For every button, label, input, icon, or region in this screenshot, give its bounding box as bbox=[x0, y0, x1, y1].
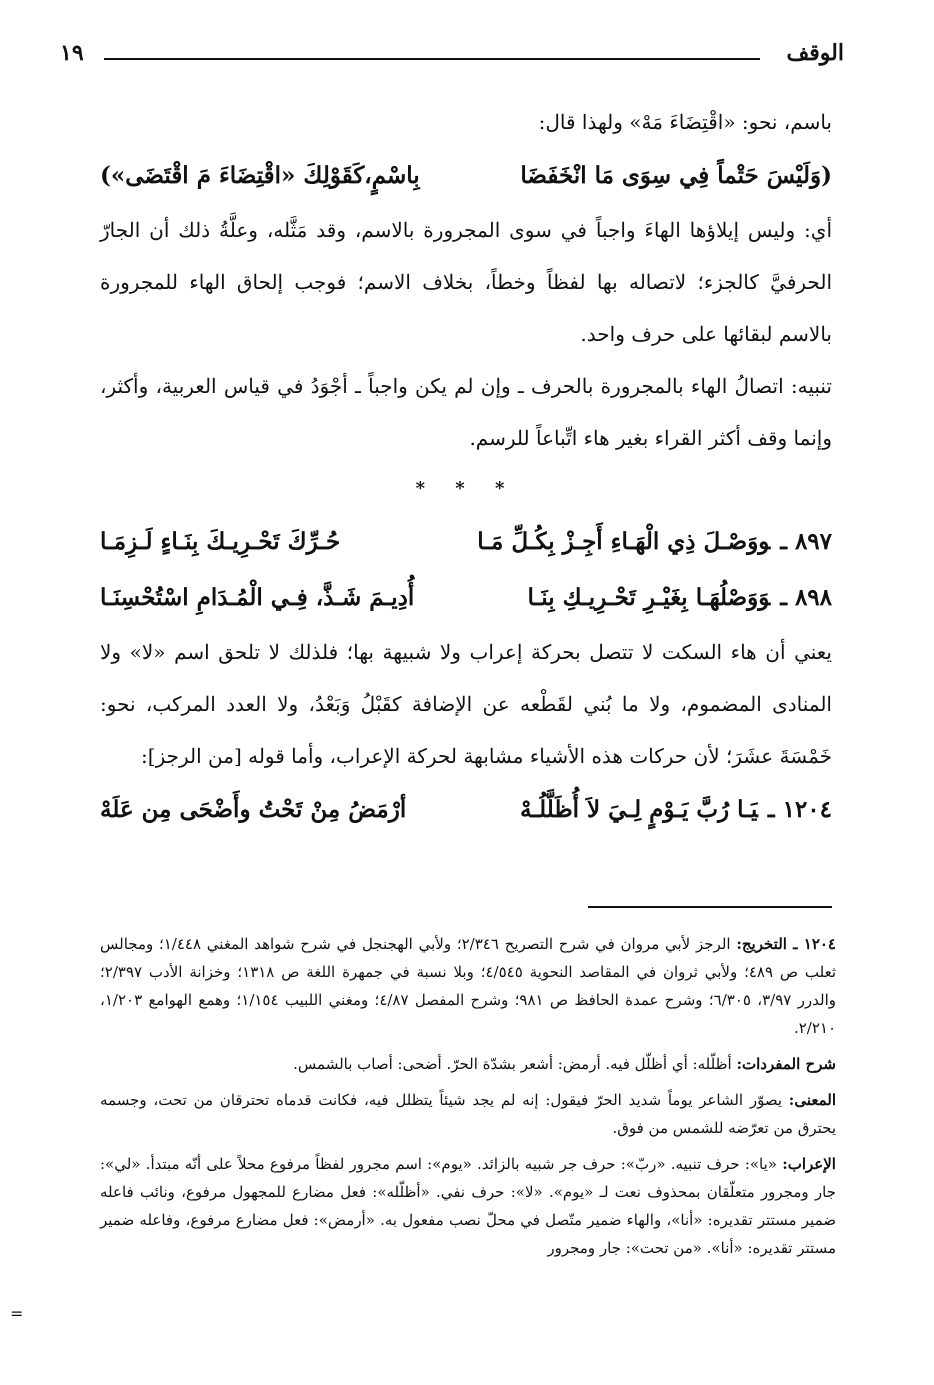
verse-quoted bbox=[100, 148, 832, 204]
verse-898 bbox=[100, 570, 832, 626]
footnote-text: يصوّر الشاعر يوماً شديد الحرّ فيقول: إنه لم يجد شيئاً يتظلل فيه، فكانت قدماه تحترقان من تحت، وجسمه يحترق من تعرّضه للشمس من فوق. bbox=[100, 1091, 836, 1137]
footnote-takhrij bbox=[100, 930, 836, 1042]
footnote-text: أظلّله: أي أظلّل فيه. أرمض: أشعر بشدّة الحرّ. أضحى: أصاب بالشمس. bbox=[293, 1055, 732, 1073]
footnote-label: شرح المفردات: bbox=[736, 1055, 836, 1073]
verse-1204 bbox=[100, 782, 832, 838]
header-rule bbox=[104, 58, 760, 60]
verse-second-hemistich: حُـرِّكَ تَحْـرِيـكَ بِنَـاءٍ لَـزِمَـا bbox=[100, 528, 341, 555]
footnote-label: ١٢٠٤ ـ التخريج: bbox=[736, 935, 836, 953]
paragraph-intro: باسم، نحو: «اقْتِضَاءَ مَهْ» ولهذا قال: bbox=[538, 110, 832, 134]
footnote-text: «يا»: حرف تنبيه. «ربّ»: حرف جر شبيه بالزائد. «يوم»: اسم مجرور لفظاً مرفوع محلاً على أنّه مبتدأ. «لي»: جار ومجرور متعلّقان بمحذوف نعت لـ «يوم». «لا»: حرف نفي. «أظلّله»: فعل مضارع للمجهول مرفوع، ونائب فاعله ضمير مستتر تقديره: «أنا»، والهاء ضمير متّصل في محلّ نصب مفعول به. «أرمض»: فعل مضارع مرفوع، وفاعله ضمير مستتر تقديره: «أنا». «من تحت»: جار ومجرور bbox=[100, 1155, 836, 1257]
footnote-mufradat bbox=[100, 1050, 836, 1078]
footnote-label: الإعراب: bbox=[782, 1155, 836, 1173]
verse-second-hemistich: أُدِيـمَ شَـذَّ، فِـي الْمُـدَامِ اسْتُحْسِنَـا bbox=[100, 584, 415, 611]
verse-number: ٨٩٧ ـ bbox=[780, 528, 832, 555]
paragraph-note: تنبيه: اتصالُ الهاء بالمجرورة بالحرف ـ وإن لم يكن واجباً ـ أجْوَدُ في قياس العربية، وأكثر، وإنما وقف أكثر القراء بغير هاء اتِّباعاً للرسم. bbox=[100, 374, 832, 450]
continuation-mark: = bbox=[10, 1304, 24, 1323]
section-divider: * * * bbox=[415, 478, 517, 499]
verse-first-hemistich: (وَلَيْسَ حَتْماً فِي سِوَى مَا انْخَفَضَا bbox=[520, 162, 832, 189]
page-header bbox=[60, 40, 844, 80]
verse-first-hemistich: ووَصْـلَ ذِي الْهَـاءِ أَجِـزْ بِكُـلِّ مَـا bbox=[477, 528, 771, 555]
page-number: ١٩ bbox=[60, 40, 84, 66]
verse-number: ١٢٠٤ ـ bbox=[767, 796, 832, 823]
paragraph-explanation: أي: وليس إيلاؤها الهاءَ واجباً في سوى المجرورة بالاسم، وقد مَثَّله، وعلَّةُ ذلك أن الجارّ الحرفيَّ كالجزء؛ لاتصاله بها لفظاً وخطاً، بخلاف الاسم؛ فوجب إلحاق الهاء للمجرورة بالاسم لبقائها على حرف واحد. bbox=[100, 218, 832, 346]
running-title: الوقف bbox=[786, 40, 844, 66]
verse-first-hemistich: وَوَصْلُهَـا بِغَيْـرِ تَحْـرِيـكِ بِنَـا bbox=[527, 584, 771, 611]
footnote-irab bbox=[100, 1150, 836, 1262]
footnote-separator bbox=[588, 906, 832, 908]
verse-first-hemistich: يَـا رُبَّ يَـوْمٍ لِـيَ لاَ أُظَلَّلُـهْ bbox=[520, 796, 758, 823]
footnote-text: الرجز لأبي مروان في شرح التصريح ٢/٣٤٦؛ ولأبي الهجنجل في شرح شواهد المغني ١/٤٤٨؛ ومجالس ثعلب ص ٤٨٩؛ ولأبي ثروان في المقاصد النحوية ٤/٥٤٥؛ وبلا نسبة في جمهرة اللغة ص ١٣١٨؛ وخزانة الأدب ٢/٣٩٧؛ والدرر ٣/٩٧، ٦/٣٠٥؛ وشرح عمدة الحافظ ص ٩٨١؛ وشرح المفصل ٤/٨٧؛ ومغني اللبيب ١/١٥٤؛ وهمع الهوامع ١/٢٠٣، ٢/٢١٠. bbox=[100, 935, 837, 1037]
paragraph-commentary: يعني أن هاء السكت لا تتصل بحركة إعراب ولا شبيهة بها؛ فلذلك لا تلحق اسم «لا» ولا المنادى المضموم، ولا ما بُني لقَطْعه عن الإضافة كقَبْلُ وَبَعْدُ، ولا العدد المركب، نحو: خَمْسَةَ عشَرَ؛ لأن حركات هذه الأشياء مشابهة لحركة الإعراب، وأما قوله [من الرجز]: bbox=[100, 640, 832, 768]
verse-second-hemistich: أرْمَضُ مِنْ تَحْتُ وأَضْحَى مِن عَلَهْ bbox=[100, 796, 407, 823]
verse-number: ٨٩٨ ـ bbox=[780, 584, 832, 611]
footnotes bbox=[100, 930, 836, 1270]
footnote-label: المعنى: bbox=[788, 1091, 836, 1109]
verse-897 bbox=[100, 514, 832, 570]
footnote-maana bbox=[100, 1086, 836, 1142]
verse-second-hemistich: بِاسْمٍ،كَقَوْلِكَ «اقْتِضَاءَ مَ اقْتَضَى») bbox=[100, 162, 420, 189]
main-text bbox=[100, 96, 832, 838]
